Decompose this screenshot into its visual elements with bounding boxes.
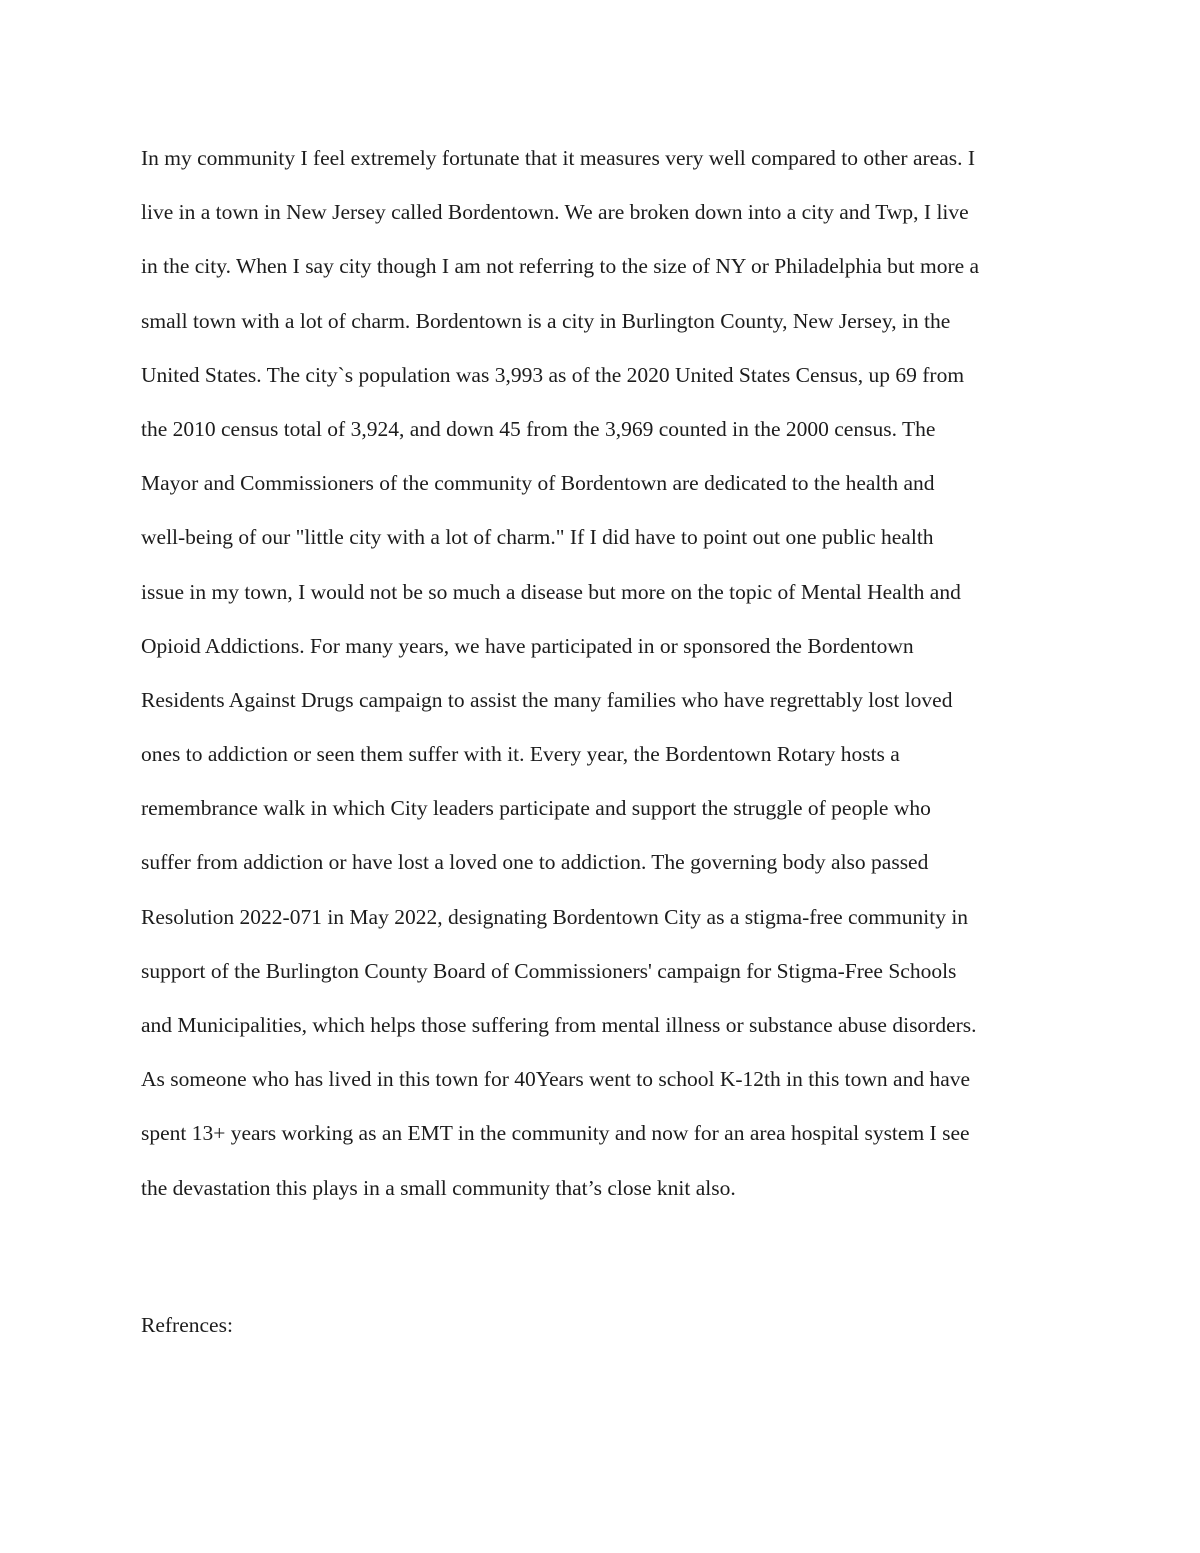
paragraph-line: live in a town in New Jersey called Bordentown. We are broken down into a city and Twp, I live	[141, 200, 969, 225]
paragraph-line: United States. The city`s population was 3,993 as of the 2020 United States Census, up 69 from	[141, 362, 965, 387]
paragraph-line: support of the Burlington County Board of Commissioners' campaign for Stigma-Free Schools	[141, 958, 957, 983]
references-heading: Refrences:	[141, 1313, 233, 1337]
paragraph-line: suffer from addiction or have lost a loved one to addiction. The governing body also passed	[141, 850, 929, 875]
paragraph-line: Mayor and Commissioners of the community of Bordentown are dedicated to the health and	[141, 471, 935, 496]
paragraph-line: the 2010 census total of 3,924, and down 45 from the 3,969 counted in the 2000 census. The	[141, 416, 936, 441]
paragraph-line: In my community I feel extremely fortunate that it measures very well compared to other areas. I	[141, 146, 976, 170]
paragraph-line: Residents Against Drugs campaign to assist the many families who have regrettably lost loved	[141, 687, 953, 712]
paragraph-line: well-being of our "little city with a lot of charm." If I did have to point out one public health	[141, 525, 934, 550]
essay-paragraph	[141, 140, 1066, 1224]
paragraph-line: the devastation this plays in a small community that’s close knit also.	[141, 1175, 736, 1200]
paragraph-line: and Municipalities, which helps those suffering from mental illness or substance abuse disorders.	[141, 1013, 977, 1037]
paragraph-line: As someone who has lived in this town for 40Years went to school K-12th in this town and have	[141, 1067, 971, 1092]
paragraph-line: issue in my town, I would not be so much a disease but more on the topic of Mental Health and	[141, 579, 961, 604]
paragraph-line: Opioid Addictions. For many years, we have participated in or sponsored the Bordentown	[141, 633, 914, 658]
paragraph-line: remembrance walk in which City leaders participate and support the struggle of people who	[141, 796, 931, 821]
paragraph-line: spent 13+ years working as an EMT in the community and now for an area hospital system I see	[141, 1121, 970, 1146]
paragraph-line: small town with a lot of charm. Bordentown is a city in Burlington County, New Jersey, in the	[141, 308, 951, 333]
paragraph-line: in the city. When I say city though I am not referring to the size of NY or Philadelphia but more a	[141, 254, 980, 279]
paragraph-line: Resolution 2022-071 in May 2022, designating Bordentown City as a stigma-free community in	[141, 904, 969, 929]
paragraph-line: ones to addiction or seen them suffer with it. Every year, the Bordentown Rotary hosts a	[141, 742, 900, 767]
